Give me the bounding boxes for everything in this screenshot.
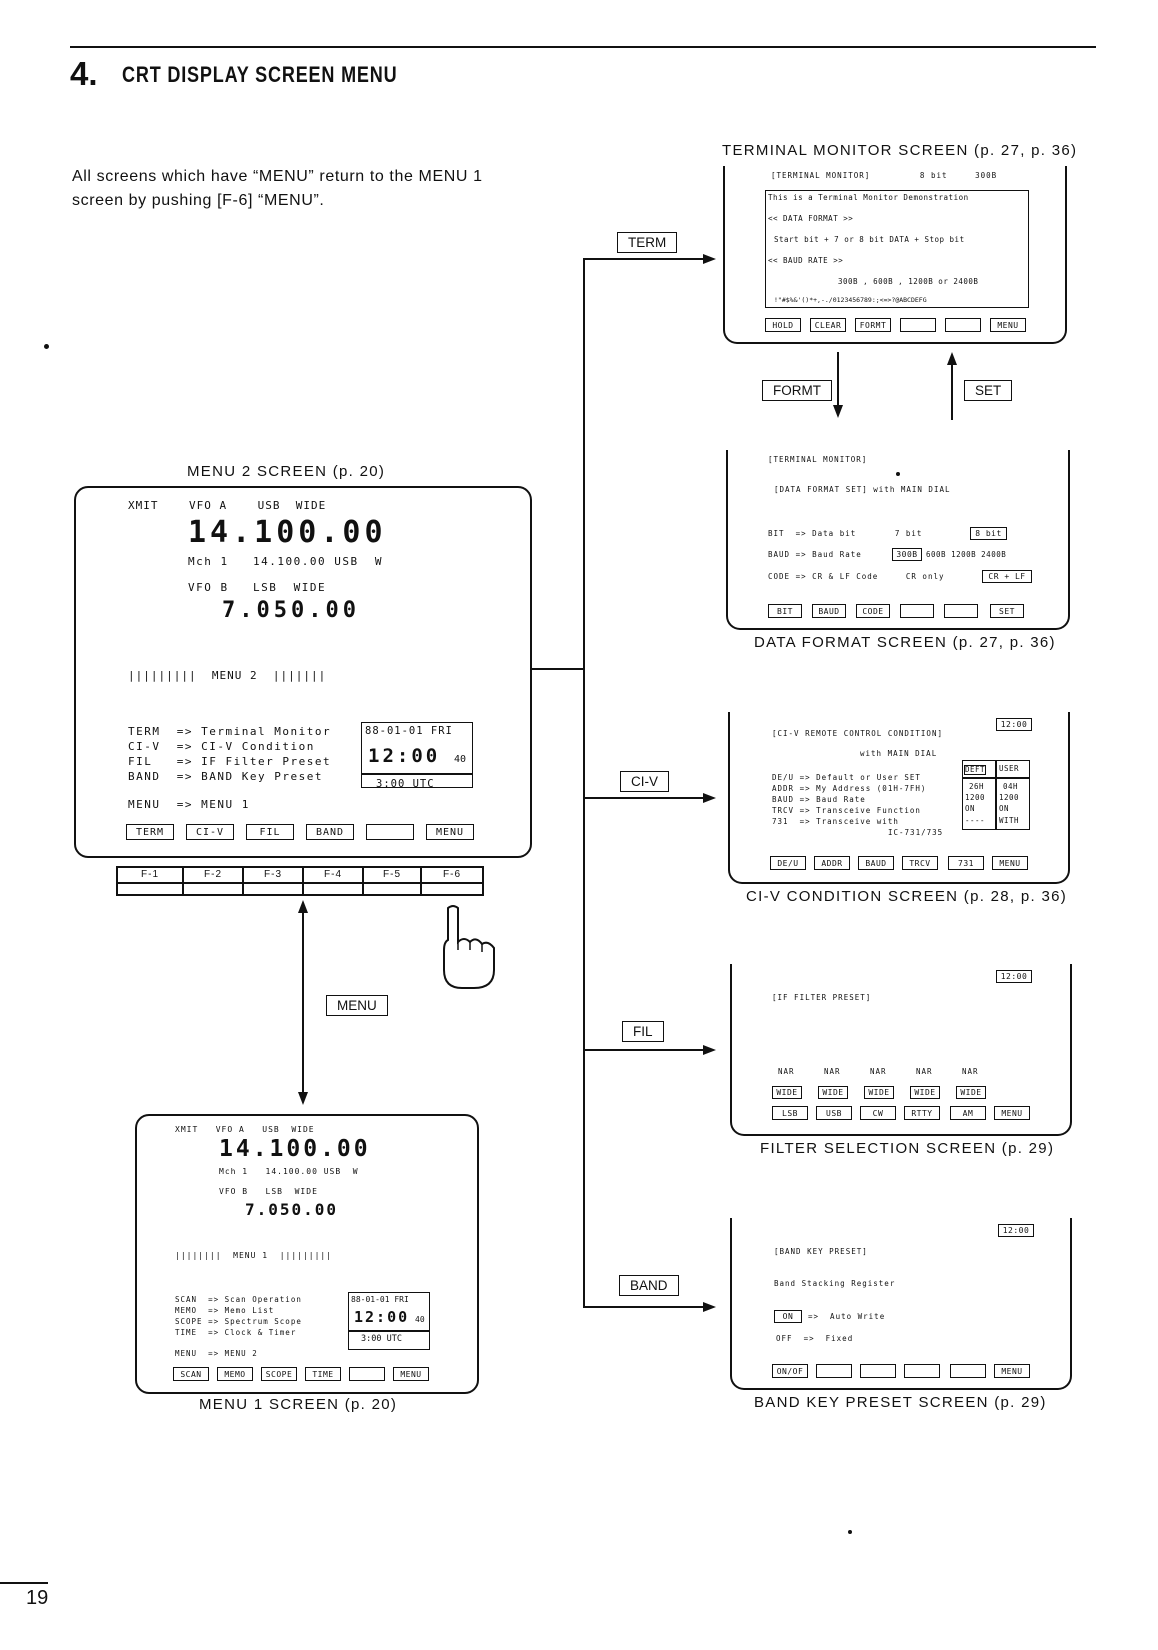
terminal-caption: TERMINAL MONITOR SCREEN (p. 27, p. 36) (722, 142, 1078, 159)
filter-key-rtty: RTTY (904, 1106, 940, 1120)
filter-key-lsb: LSB (772, 1106, 808, 1120)
dataformat-code-line: CODE => CR & LF Code CR only (768, 572, 945, 581)
bandkey-screen (730, 1218, 1072, 1390)
civ-def-baud: 1200 (965, 793, 986, 802)
terminal-screen (723, 166, 1067, 344)
band-label: BAND (619, 1275, 679, 1296)
bandkey-on-text: => Auto Write (808, 1312, 886, 1321)
menu1-freq-main: 14.100.00 (219, 1136, 371, 1162)
dataformat-baud-box: 300B (892, 548, 922, 561)
terminal-key-blank-2 (945, 318, 981, 332)
civ-key-trcv: TRCV (902, 856, 938, 870)
filter-caption: FILTER SELECTION SCREEN (p. 29) (760, 1140, 1055, 1157)
dataformat-key-set: SET (990, 604, 1024, 618)
terminal-key-blank-1 (900, 318, 936, 332)
civ-caption: CI-V CONDITION SCREEN (p. 28, p. 36) (746, 888, 1068, 905)
menu2-clock-sec: 40 (454, 754, 467, 765)
set-up-line (951, 365, 953, 420)
intro-line-2: screen by pushing [F-6] “MENU”. (72, 192, 325, 209)
menu1-item-scan: SCAN => Scan Operation (175, 1295, 302, 1304)
filter-wide-5: WIDE (956, 1086, 986, 1099)
civ-row-addr: ADDR => My Address (01H-7FH) (772, 784, 927, 793)
menu1-clock: 12:00 (354, 1308, 410, 1326)
menu1-key-menu: MENU (393, 1367, 429, 1381)
menu2-key-blank (366, 824, 414, 840)
filter-nar-5: NAR (962, 1067, 979, 1076)
menu1-mch: Mch 1 14.100.00 USB W (219, 1167, 359, 1176)
menu2-key-menu: MENU (426, 824, 474, 840)
term-label: TERM (617, 232, 677, 253)
filter-nar-3: NAR (870, 1067, 887, 1076)
dataformat-key-blank-1 (900, 604, 934, 618)
menu1-header: XMIT VFO A USB WIDE (175, 1125, 315, 1134)
menu1-utc: 3:00 UTC (361, 1334, 402, 1344)
menu2-menu-line: MENU => MENU 1 (128, 798, 250, 811)
civ-row-731: 731 => Transceive with (772, 817, 899, 826)
band-arrow (703, 1302, 716, 1312)
dataformat-caption: DATA FORMAT SCREEN (p. 27, p. 36) (754, 634, 1056, 651)
dataformat-key-code: CODE (856, 604, 890, 618)
dataformat-key-blank-2 (944, 604, 978, 618)
civ-key-baud: BAUD (858, 856, 894, 870)
civ-def-trcv: ON (965, 804, 976, 813)
civ-user: USER (999, 764, 1020, 773)
menu2-date: 88-01-01 FRI (365, 725, 453, 737)
menu2-key-term: TERM (126, 824, 174, 840)
menu1-screen (135, 1114, 479, 1394)
civ-row-trcv: TRCV => Transceive Function (772, 806, 921, 815)
f1-key[interactable]: F-1 (118, 868, 184, 894)
menu-link-line (302, 912, 304, 1092)
bandkey-key-blank-3 (904, 1364, 940, 1378)
page-number: 19 (26, 1587, 49, 1609)
dataformat-screen (726, 450, 1070, 630)
formt-label: FORMT (762, 380, 832, 401)
terminal-key-menu: MENU (990, 318, 1026, 332)
bandkey-off-text: OFF => Fixed (776, 1334, 854, 1343)
civ-def-addr: 26H (969, 782, 985, 791)
bandkey-key-blank-4 (950, 1364, 986, 1378)
bandkey-key-blank-2 (860, 1364, 896, 1378)
menu1-date: 88-01-01 FRI (351, 1295, 409, 1304)
civ-label: CI-V (620, 771, 669, 792)
civ-user-addr: 04H (1003, 782, 1019, 791)
set-label: SET (964, 380, 1012, 401)
menu-label: MENU (326, 995, 388, 1016)
terminal-line-4: << BAUD RATE >> (768, 256, 844, 265)
filter-key-cw: CW (860, 1106, 896, 1120)
menu2-item-term: TERM => Terminal Monitor (128, 725, 332, 738)
bandkey-key-menu: MENU (994, 1364, 1030, 1378)
menu1-menu-line: MENU => MENU 2 (175, 1349, 258, 1358)
term-arrow (703, 254, 716, 264)
menu1-item-memo: MEMO => Memo List (175, 1306, 275, 1315)
menu1-bar: |||||||| MENU 1 ||||||||| (175, 1251, 333, 1260)
menu2-freq-main: 14.100.00 (188, 515, 387, 550)
term-branch (583, 258, 703, 260)
menu2-key-fil: FIL (246, 824, 294, 840)
civ-key-731: 731 (948, 856, 984, 870)
filter-key-am: AM (950, 1106, 986, 1120)
civ-branch (583, 797, 703, 799)
filter-wide-3: WIDE (864, 1086, 894, 1099)
filter-nar-1: NAR (778, 1067, 795, 1076)
terminal-line-3: Start bit + 7 or 8 bit DATA + Stop bit (774, 235, 965, 244)
civ-table-divider (995, 761, 997, 829)
formt-down-arrow (833, 405, 843, 418)
terminal-line-6: !"#$%&'()*+,-./0123456789:;<=>?@ABCDEFG (774, 296, 927, 304)
civ-key-menu: MENU (992, 856, 1028, 870)
civ-settings-table (962, 760, 1030, 830)
margin-dot-left (44, 344, 49, 349)
filter-key-usb: USB (816, 1106, 852, 1120)
fil-arrow (703, 1045, 716, 1055)
margin-dot-bottom (848, 1530, 852, 1534)
menu-link-down-arrow (298, 1092, 308, 1105)
menu2-item-civ: CI-V => CI-V Condition (128, 740, 315, 753)
menu2-clock-divider (362, 773, 472, 775)
menu1-clock-divider (349, 1330, 429, 1332)
menu2-clock: 12:00 (368, 745, 441, 767)
function-key-strip (116, 866, 484, 896)
filter-title: [IF FILTER PRESET] (772, 993, 872, 1002)
terminal-line-5: 300B , 600B , 1200B or 2400B (838, 277, 979, 286)
dataformat-subtitle: [DATA FORMAT SET] with MAIN DIAL (774, 485, 951, 494)
pointing-finger-icon (438, 904, 502, 990)
dataformat-dot (896, 472, 900, 476)
menu2-key-band: BAND (306, 824, 354, 840)
bandkey-subtitle: Band Stacking Register (774, 1279, 896, 1288)
menu1-caption: MENU 1 SCREEN (p. 20) (199, 1396, 398, 1413)
civ-row-last: IC-731/735 (888, 828, 944, 837)
dataformat-baud-line: BAUD => Baud Rate (768, 550, 862, 559)
set-up-arrow (947, 352, 957, 365)
band-branch (583, 1306, 703, 1308)
bandkey-caption: BAND KEY PRESET SCREEN (p. 29) (754, 1394, 1047, 1411)
civ-row-deu: DE/U => Default or User SET (772, 773, 921, 782)
dataformat-baud-rest: 600B 1200B 2400B (926, 550, 1007, 559)
dataformat-key-bit: BIT (768, 604, 802, 618)
terminal-key-hold: HOLD (765, 318, 801, 332)
terminal-output-box (765, 190, 1029, 308)
fil-branch (583, 1049, 703, 1051)
civ-user-baud: 1200 (999, 793, 1020, 802)
formt-down-line (837, 352, 839, 406)
bandkey-on-box: ON (774, 1310, 802, 1323)
menu2-mch: Mch 1 14.100.00 USB W (188, 555, 383, 568)
f2-key[interactable]: F-2 (184, 868, 244, 894)
dataformat-title: [TERMINAL MONITOR] (768, 455, 868, 464)
menu-link-up-arrow (298, 900, 308, 913)
menu2-caption: MENU 2 SCREEN (p. 20) (187, 463, 386, 480)
dataformat-code-box: CR + LF (982, 570, 1032, 583)
filter-key-menu: MENU (994, 1106, 1030, 1120)
menu1-clock-panel (348, 1292, 430, 1350)
filter-wide-2: WIDE (818, 1086, 848, 1099)
menu1-vfob: VFO B LSB WIDE (219, 1187, 318, 1196)
bandkey-key-blank-1 (816, 1364, 852, 1378)
terminal-line-2: << DATA FORMAT >> (768, 214, 854, 223)
filter-nar-4: NAR (916, 1067, 933, 1076)
menu1-key-memo: MEMO (217, 1367, 253, 1381)
fil-label: FIL (622, 1021, 664, 1042)
f3-key[interactable]: F-3 (244, 868, 304, 894)
civ-title: [CI-V REMOTE CONTROL CONDITION] (772, 729, 943, 738)
menu2-freq-b: 7.050.00 (222, 598, 360, 623)
terminal-line-1: This is a Terminal Monitor Demonstration (768, 193, 969, 202)
menu2-vfob: VFO B LSB WIDE (188, 581, 327, 594)
civ-arrow (703, 793, 716, 803)
civ-row-baud: BAUD => Baud Rate (772, 795, 866, 804)
menu2-key-civ: CI-V (186, 824, 234, 840)
menu2-clock-panel (361, 722, 473, 788)
filter-wide-4: WIDE (910, 1086, 940, 1099)
filter-nar-2: NAR (824, 1067, 841, 1076)
filter-wide-1: WIDE (772, 1086, 802, 1099)
f4-key[interactable]: F-4 (304, 868, 364, 894)
menu2-utc: 3:00 UTC (376, 778, 435, 790)
bandkey-key-onof: ON/OF (772, 1364, 808, 1378)
menu1-key-blank (349, 1367, 385, 1381)
civ-screen (728, 712, 1070, 884)
civ-deft: DEFT (965, 765, 986, 774)
civ-def-731: ---- (965, 816, 986, 825)
menu1-clock-sec: 40 (415, 1315, 425, 1324)
civ-user-731: WITH (999, 816, 1020, 825)
dataformat-bit-box: 8 bit (970, 527, 1007, 540)
civ-subtitle: with MAIN DIAL (860, 749, 938, 758)
civ-key-addr: ADDR (814, 856, 850, 870)
f5-key[interactable]: F-5 (364, 868, 422, 894)
page-number-rule (0, 1582, 48, 1584)
menu1-item-time: TIME => Clock & Timer (175, 1328, 297, 1337)
menu2-item-band: BAND => BAND Key Preset (128, 770, 323, 783)
section-title: CRT DISPLAY SCREEN MENU (122, 62, 398, 87)
civ-user-trcv: ON (999, 804, 1010, 813)
f6-key[interactable]: F-6 (443, 869, 461, 880)
intro-line-1: All screens which have “MENU” return to the MENU 1 (72, 168, 483, 185)
section-number: 4. (70, 55, 98, 92)
menu2-link (530, 668, 585, 670)
menu1-key-scope: SCOPE (261, 1367, 297, 1381)
menu1-item-scope: SCOPE => Spectrum Scope (175, 1317, 302, 1326)
dataformat-key-baud: BAUD (812, 604, 846, 618)
menu2-header: XMIT VFO A USB WIDE (128, 499, 327, 512)
menu1-key-time: TIME (305, 1367, 341, 1381)
terminal-key-formt: FORMT (855, 318, 891, 332)
filter-screen (730, 964, 1072, 1136)
terminal-header: [TERMINAL MONITOR] 8 bit 300B (771, 171, 998, 180)
civ-clock: 12:00 (996, 718, 1032, 731)
menu2-bar: ||||||||| MENU 2 ||||||| (128, 669, 327, 682)
menu1-freq-b: 7.050.00 (245, 1200, 339, 1219)
main-trunk (583, 258, 585, 1308)
dataformat-bit-line: BIT => Data bit 7 bit (768, 529, 923, 538)
menu2-item-fil: FIL => IF Filter Preset (128, 755, 332, 768)
civ-table-header-rule (963, 777, 1029, 779)
filter-clock: 12:00 (996, 970, 1032, 983)
bandkey-clock: 12:00 (998, 1224, 1034, 1237)
terminal-key-clear: CLEAR (810, 318, 846, 332)
top-rule (70, 46, 1096, 48)
menu2-screen (74, 486, 532, 858)
menu1-key-scan: SCAN (173, 1367, 209, 1381)
bandkey-title: [BAND KEY PRESET] (774, 1247, 868, 1256)
civ-key-deu: DE/U (770, 856, 806, 870)
